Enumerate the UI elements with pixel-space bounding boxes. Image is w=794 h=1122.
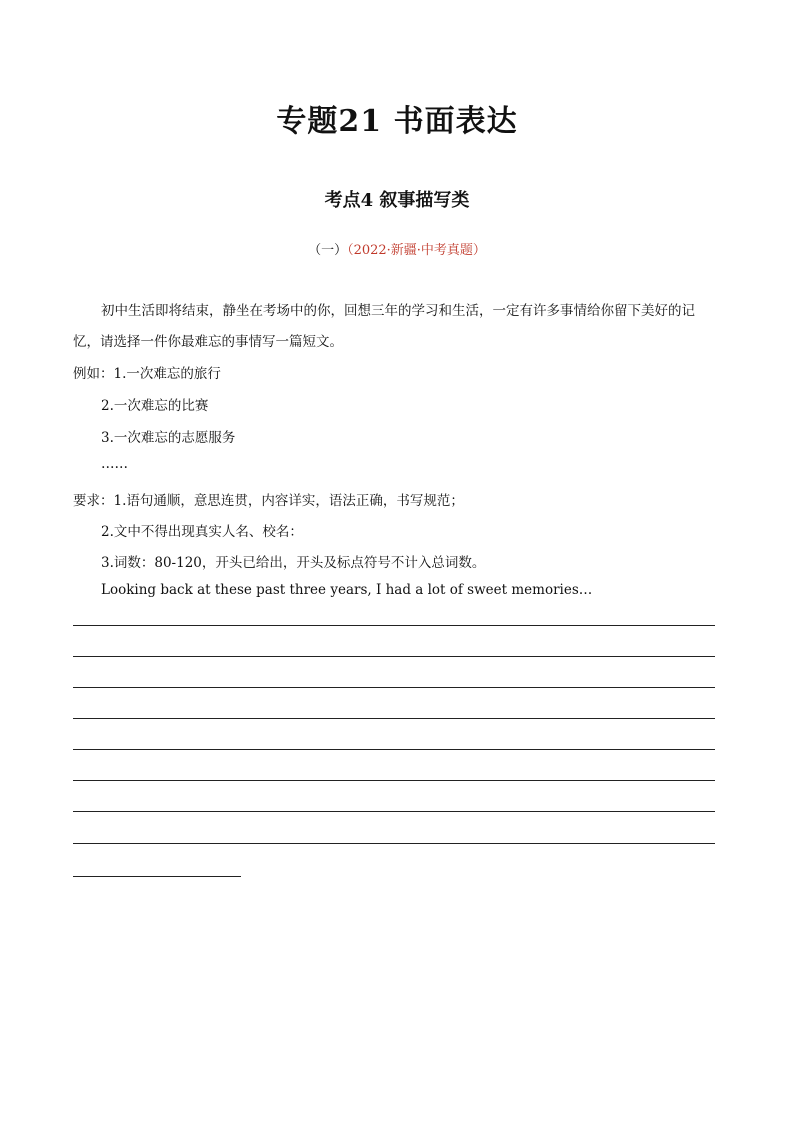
writing-line[interactable] xyxy=(73,749,715,750)
writing-line[interactable] xyxy=(73,811,715,812)
example-item-3: 3.一次难忘的志愿服务 xyxy=(101,430,236,446)
requirement-item-2: 2.文中不得出现真实人名、校名： xyxy=(101,524,303,540)
question-number: （一） xyxy=(308,243,348,258)
writing-line-end[interactable] xyxy=(73,876,241,877)
prompt-line-1: 初中生活即将结束，静坐在考场中的你，回想三年的学习和生活，一定有许多事情给你留下美好的记 xyxy=(101,303,695,319)
prompt-line-2: 忆，请选择一件你最难忘的事情写一篇短文。 xyxy=(73,334,343,350)
question-header xyxy=(0,239,794,258)
writing-line[interactable] xyxy=(73,843,715,844)
writing-line[interactable] xyxy=(73,780,715,781)
writing-line[interactable] xyxy=(73,687,715,688)
writing-line[interactable] xyxy=(73,656,715,657)
essay-opening: Looking back at these past three years, I had a lot of sweet memories… xyxy=(101,582,593,598)
requirement-lead: 要求：1.语句通顺，意思连贯，内容详实，语法正确，书写规范； xyxy=(73,493,464,509)
example-item-2: 2.一次难忘的比赛 xyxy=(101,398,209,414)
requirement-item-3: 3.词数：80-120，开头已给出，开头及标点符号不计入总词数。 xyxy=(101,555,486,571)
page-title: 专题21 书面表达 xyxy=(276,104,518,139)
section-subtitle: 考点4 叙事描写类 xyxy=(324,190,470,211)
example-ellipsis: …… xyxy=(101,456,128,472)
writing-line[interactable] xyxy=(73,625,715,626)
writing-line[interactable] xyxy=(73,718,715,719)
question-source: （2022·新疆·中考真题） xyxy=(347,243,486,258)
example-lead: 例如：1.一次难忘的旅行 xyxy=(73,366,221,382)
